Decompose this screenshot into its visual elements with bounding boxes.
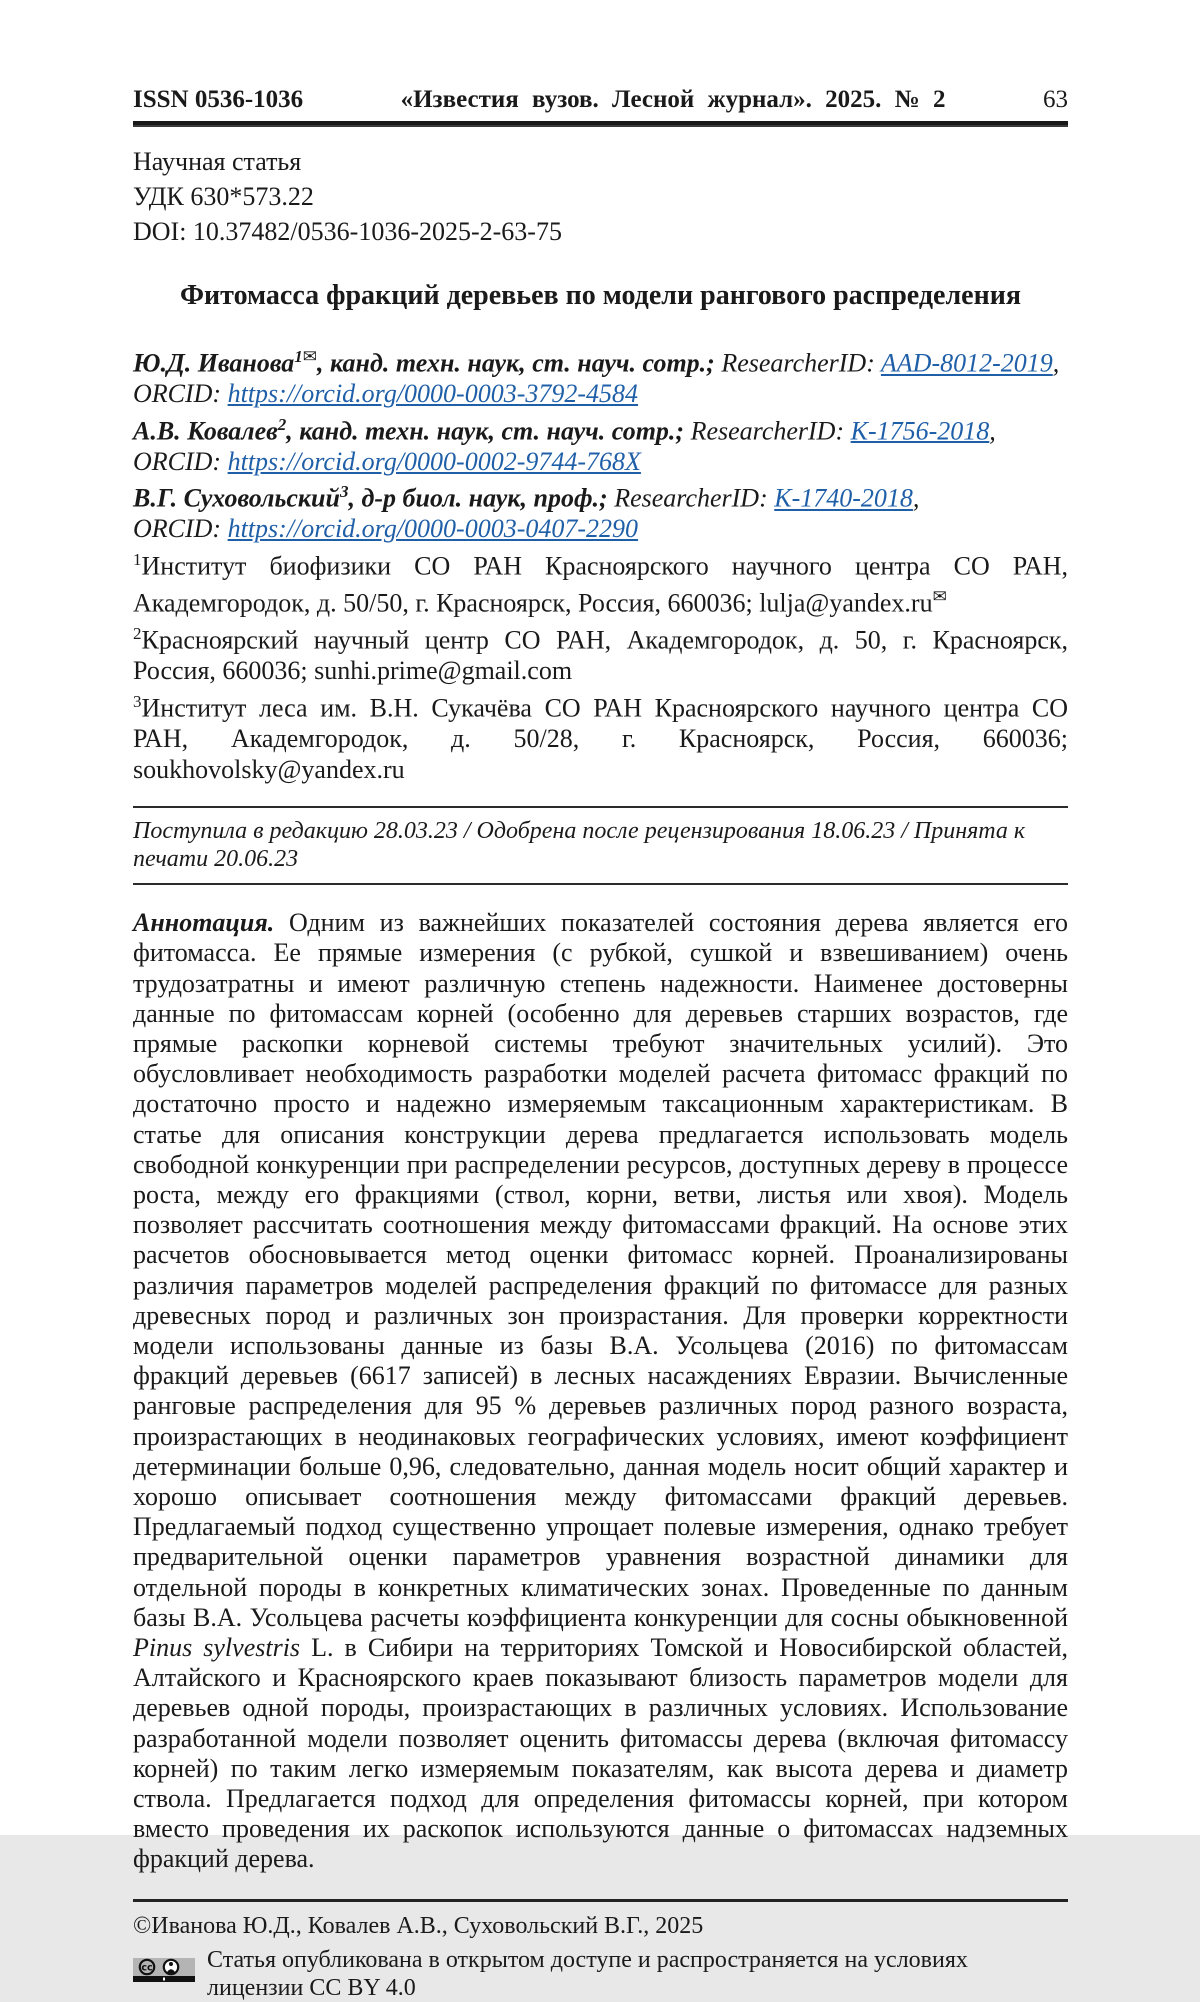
researcherid-label: ResearcherID: [721,348,881,378]
header-double-rule [133,121,1068,127]
author-degrees: , д-р биол. наук, проф.; [348,483,615,513]
author-name: Ю.Д. Иванова [133,348,295,378]
orcid-link[interactable]: https://orcid.org/0000-0002-9744-768X [227,446,641,476]
abstract [133,908,1068,1875]
affiliation-text: Красноярский научный центр СО РАН, Академгородок, д. 50, г. Красноярск, Россия, 660036; sunhi.prime@gmail.com [133,625,1068,686]
license-text: Статья опубликована в открытом доступе и распространяется на условиях лицензии CC BY 4.0 [207,1946,968,2001]
envelope-icon: ✉ [932,587,947,607]
orcid-label: ORCID: [133,514,228,544]
article-type: Научная статья [133,147,302,176]
abstract-label: Аннотация. [133,908,275,938]
researcherid-label: ResearcherID: [614,483,775,513]
researcherid-link[interactable]: AAD-8012-2019 [880,348,1053,378]
researcherid-link[interactable]: K-1756-2018 [850,416,990,446]
author-affil-sup: 2 [277,414,287,434]
affiliation-sup: 1 [133,549,142,569]
author-degrees: , канд. техн. наук, ст. науч. сотр.; [317,348,722,378]
cc-by-icon [133,1958,195,1989]
authors-block [133,342,1068,545]
dates-bottom-rule [133,883,1068,885]
researcherid-label: ResearcherID: [690,416,851,446]
dates-line: Поступила в редакцию 28.03.23 / Одобрена после рецензирования 18.06.23 / Принята к печати 20.06.23 [133,818,1026,873]
page-number: 63 [1043,86,1068,113]
orcid-line [133,514,1068,545]
issn: ISSN 0536-1036 [133,86,304,113]
orcid-label: ORCID: [133,379,228,409]
running-head [133,86,1068,114]
affiliation-sup: 3 [133,691,142,711]
svg-text:cc: cc [141,1962,153,1974]
author-line [133,410,1068,447]
copyright-line: ©Иванова Ю.Д., Ковалев А.В., Суховольский В.Г., 2025 [133,1912,704,1939]
author-name: В.Г. Суховольский [133,483,340,513]
comma: , [989,416,996,446]
comma: , [1052,348,1060,378]
orcid-label: ORCID: [133,446,228,476]
doi: DOI: 10.37482/0536-1036-2025-2-63-75 [133,217,562,246]
author-name: А.В. Ковалев [133,416,278,446]
affiliation [133,619,1068,687]
affiliation [133,687,1068,785]
affiliation [133,545,1068,619]
orcid-link[interactable]: https://orcid.org/0000-0003-0407-2290 [227,514,639,544]
orcid-line [133,447,1068,478]
envelope-icon: ✉ [302,347,318,366]
footer-rule [133,1899,1068,1902]
dates-block [133,806,1068,885]
article-title: Фитомасса фракций деревьев по модели рангового распределения [180,280,1021,311]
author-line [133,342,1068,379]
orcid-line [133,379,1068,410]
comma: , [912,483,920,513]
author-affil-sup: 3 [339,482,349,502]
researcherid-link[interactable]: K-1740-2018 [774,483,913,513]
affiliation-text: Институт биофизики СО РАН Красноярского научного центра СО РАН, Академгородок, д. 50/50, г. Красноярск, Россия, 660036; lulja@yandex.ru [133,551,1068,618]
author-degrees: , канд. техн. наук, ст. науч. сотр.; [286,416,691,446]
orcid-link[interactable]: https://orcid.org/0000-0003-3792-4584 [227,379,639,409]
species-name: Pinus sylvestris [133,1632,301,1662]
article-meta [133,144,1068,249]
abstract-text-1: Одним из важнейших показателей состояния дерева является его фитомасса. Ее прямые измерения (с рубкой, сушкой и взвешиванием) очень трудозатратны и имеют различную степень надежности. Наименее достоверны данные по фитомассам корней (особенно для деревьев старших возрастов, где прямые раскопки корневой системы требуют значительных усилий). Это обусловливает необходимость разработки моделей расчета фитомасс фракций по достаточно просто и надежно измеряемым таксационным характеристикам. В статье для описания конструкции дерева предлагается использовать модель свободной конкуренции при распределении ресурсов, доступных дереву в процессе роста, между его фракциями (ствол, корни, ветви, листья или хвоя). Модель позволяет рассчитать соотношения между фитомассами фракций. На основе этих расчетов обосновывается метод оценки фитомасс корней. Проанализированы различия параметров моделей распределения фракций по фитомассе для разных древесных пород и различных зон произрастания. Для проверки корректности модели использованы данные из базы В.А. Усольцева (2016) по фитомассам фракций деревьев (6617 записей) в лесных насаждениях Евразии. Вычисленные ранговые распределения для 95 % деревьев различных пород разного возраста, произрастающих в неодинаковых географических условиях, имеют коэффициент детерминации больше 0,96, следовательно, данная модель носит общий характер и хорошо описывает соотношения между фитомассами фракций деревьев. Предлагаемый подход существенно упрощает полевые измерения, однако требует предварительной оценки параметров уравнения возрастной динамики для отдельной породы в конкретных климатических зонах. Проведенные по данным базы В.А. Усольцева расчеты коэффициента конкуренции для сосны обыкновенной [133,908,1068,1632]
journal-title: «Известия вузов. Лесной журнал». 2025. № 2 [400,86,946,113]
affiliations-block [133,545,1068,785]
author-affil-sup: 1 [294,347,303,366]
udk: УДК 630*573.22 [133,182,314,211]
abstract-text-2: L. в Сибири на территориях Томской и Новосибирской областей, Алтайского и Красноярского краев показывают близость параметров модели для деревьев одной породы, произрастающих в различных условиях. Использование разработанной модели позволяет оценить фитомассы дерева (включая фитомассу корней) по таким легко измеряемым показателям, как высота дерева и диаметр ствола. Предлагается подход для определения фитомассы корней, при котором вместо проведения их раскопок используются данные о фитомассах надземных фракций дерева. [133,1632,1068,1874]
affiliation-text: Институт леса им. В.Н. Сукачёва СО РАН Красноярского научного центра СО РАН, Академгородок, д. 50/28, г. Красноярск, Россия, 660036; soukhovolsky@yandex.ru [133,693,1068,784]
author-line [133,477,1068,514]
affiliation-sup: 2 [133,624,142,644]
license-row [133,1946,1068,2002]
